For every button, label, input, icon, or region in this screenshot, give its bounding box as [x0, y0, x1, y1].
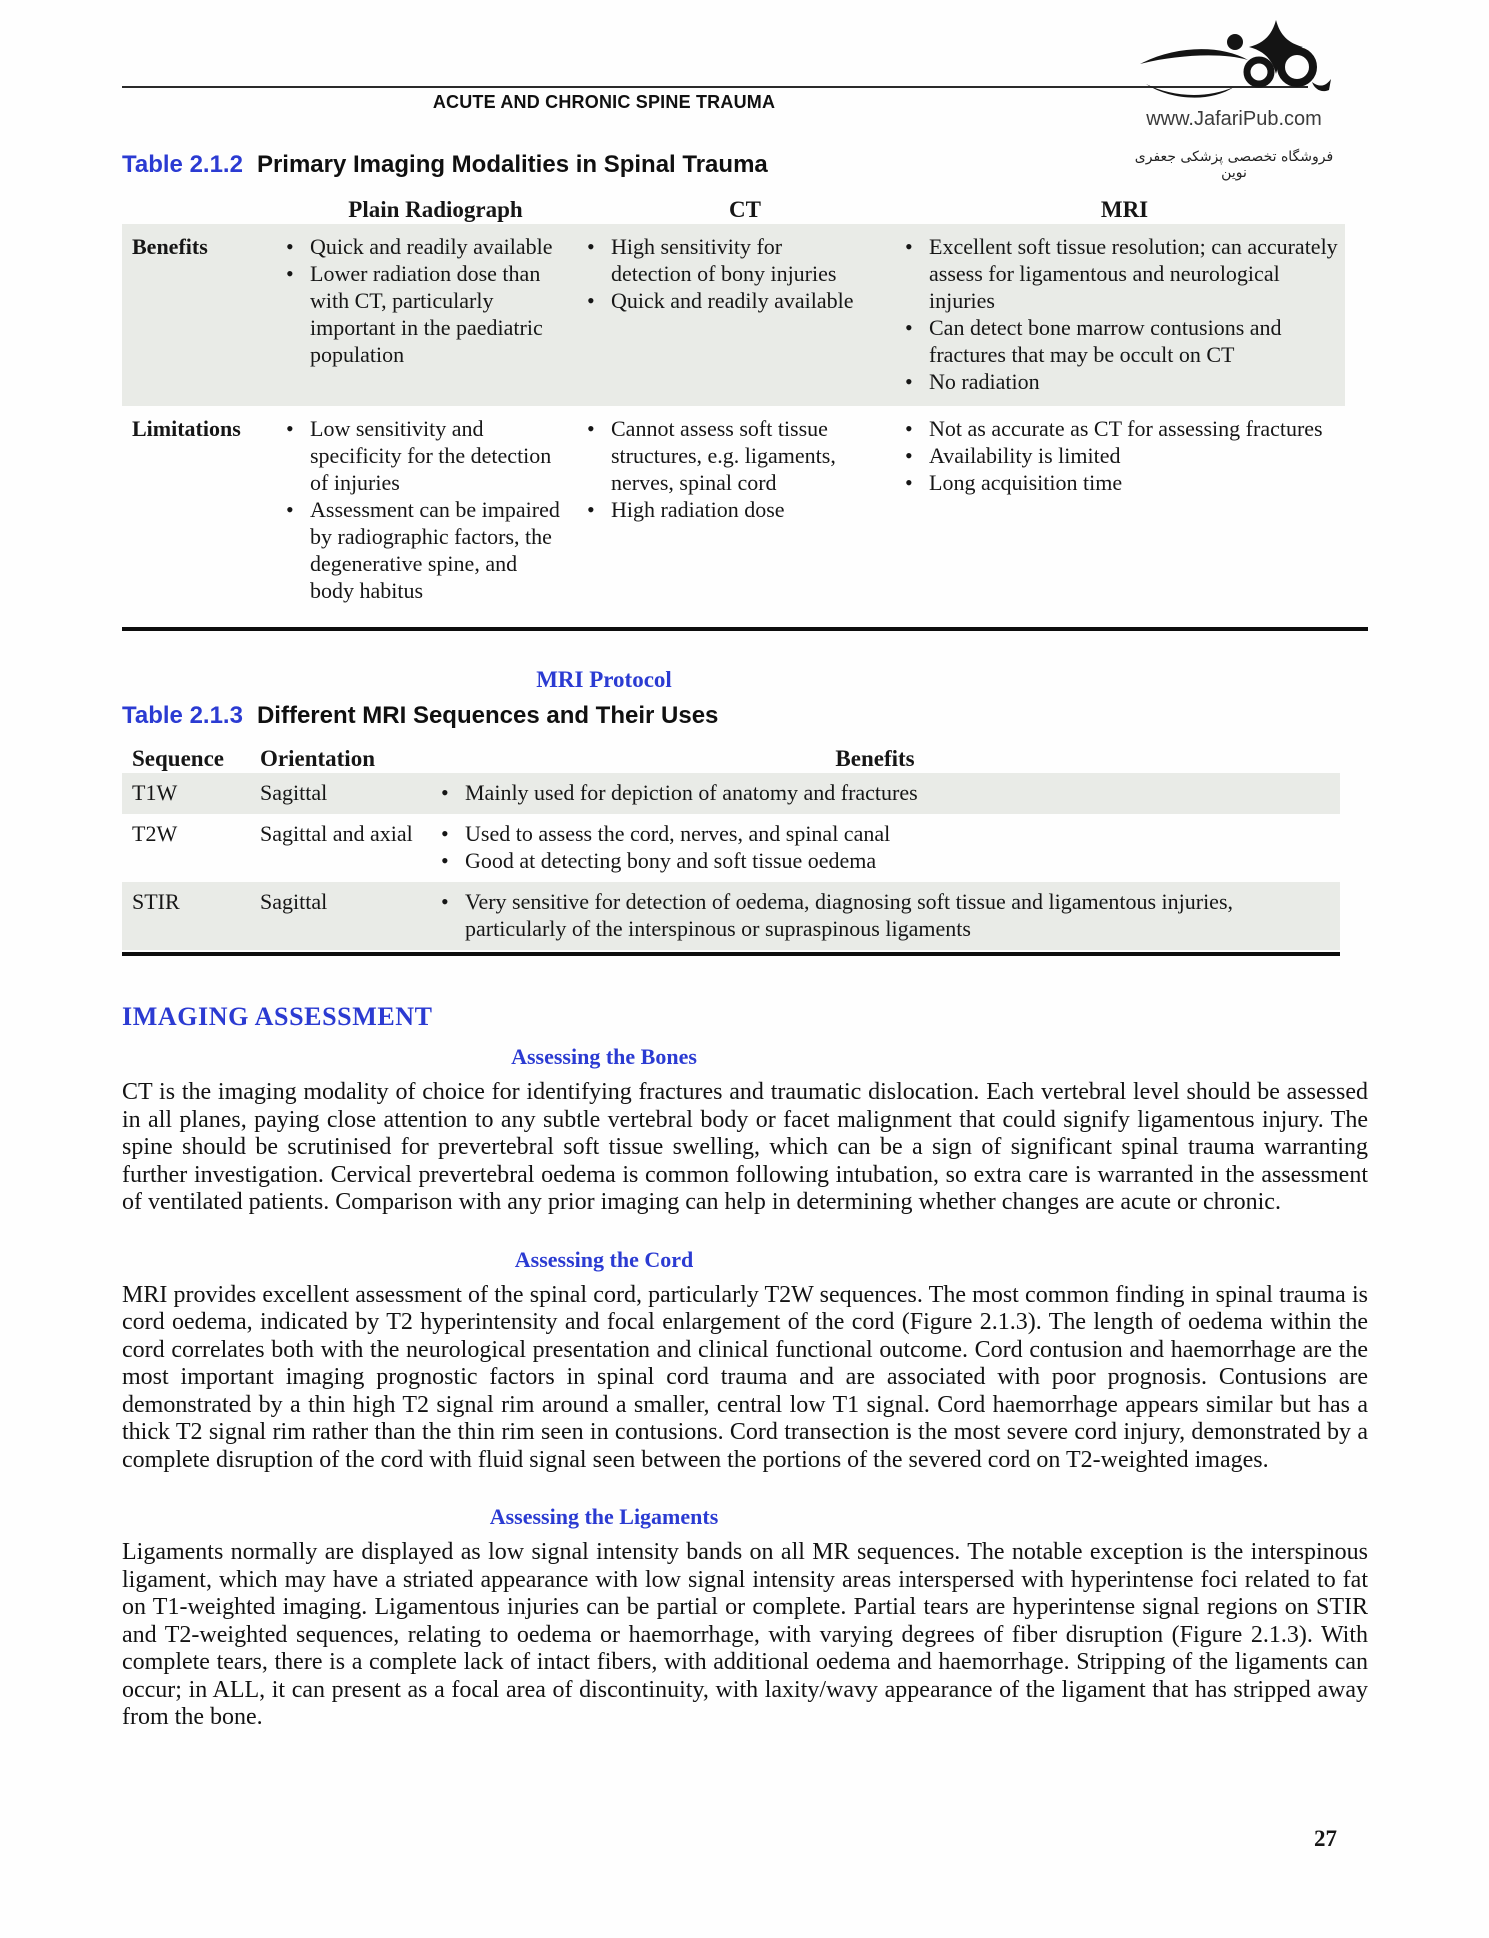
subsection-assessing-the-bones	[122, 1044, 1368, 1217]
bullet-icon: •	[441, 780, 449, 805]
table-2-1-2-bottom-rule	[122, 627, 1368, 631]
bullet-text: Can detect bone marrow contusions and fractures that may be occult on CT	[929, 315, 1282, 367]
page-number: 27	[1314, 1826, 1337, 1851]
bullet-text: Very sensitive for detection of oedema, diagnosing soft tissue and ligamentous injuries, particularly of the interspinous or supraspinous ligaments	[465, 889, 1234, 941]
bullet-text: Quick and readily available	[310, 234, 553, 259]
bullet-item	[440, 847, 1286, 874]
column-header-mri: MRI	[1100, 197, 1149, 222]
bullet-text: Not as accurate as CT for assessing fractures	[929, 416, 1323, 441]
orientation-value: Sagittal	[260, 889, 328, 914]
bullet-text: Mainly used for depiction of anatomy and fractures	[465, 780, 918, 805]
sequence-value: T2W	[132, 821, 178, 846]
table-2-1-2-limitations-row	[122, 406, 1345, 615]
subsection-heading: Assessing the Bones	[511, 1044, 697, 1069]
sequence-value: STIR	[132, 889, 180, 914]
benefits-value	[440, 888, 1340, 942]
bullet-item	[904, 233, 1343, 314]
column-header-plain-radiograph: Plain Radiograph	[348, 197, 523, 222]
subsection-body: Ligaments normally are displayed as low signal intensity bands on all MR sequences. The notable exception is the interspinous ligament, which may have a striated appearance with low signal intensity areas interspersed with hyperintense foci related to fat on T1-weighted imaging. Ligamentous injuries can be partial or complete. Partial tears are hyperintense signal regions on STIR and T2-weighted sequences, relating to oedema or haemorrhage, with varying degrees of fiber disruption (Figure 2.1.3). With complete tears, there is a complete lack of intact fibers, with additional oedema and haemorrhage. Stripping of the ligaments can occur; in ALL, it can present as a focal area of discontinuity, with laxity/wavy appearance of the ligament that has stripped away from the bone.	[122, 1539, 1368, 1730]
table-2-1-2-benefits-row	[122, 224, 1345, 406]
bullet-item	[440, 888, 1286, 942]
bullet-item	[440, 820, 1286, 847]
table-2-1-2	[122, 150, 1368, 631]
table-2-1-2-title: Primary Imaging Modalities in Spinal Trauma	[256, 151, 768, 178]
bullet-icon: •	[905, 369, 913, 394]
bullet-item	[586, 233, 858, 287]
bullet-text: High sensitivity for detection of bony injuries	[611, 234, 837, 286]
table-2-1-3-header-row	[122, 745, 1340, 773]
bullet-item	[285, 260, 560, 368]
bullet-icon: •	[905, 315, 913, 340]
bullet-item	[285, 233, 560, 260]
bullet-icon: •	[441, 889, 449, 914]
bullet-icon: •	[286, 497, 294, 522]
table-2-1-2-number: Table 2.1.2	[122, 151, 243, 178]
column-header-benefits: Benefits	[835, 746, 915, 771]
subsection-body: MRI provides excellent assessment of the spinal cord, particularly T2W sequences. The most common finding in spinal trauma is cord oedema, indicated by T2 hyperintensity and focal enlargement of the cord (Figure 2.1.3). The length of oedema within the cord correlates both with the neurological presentation and clinical functional outcome. Cord contusion and haemorrhage are the most important imaging prognostic factors in spinal cord trauma and are associated with poor prognosis. Contusions are demonstrated by a thin high T2 signal rim around a smaller, central low T1 signal. Cord haemorrhage appears similar but has a thick T2 signal rim rather than the thin rim seen in contusions. Cord transection is the most severe cord injury, demonstrated by a complete disruption of the cord with fluid signal seen between the portions of the severed cord on T2-weighted images.	[122, 1281, 1368, 1473]
subsection-body: CT is the imaging modality of choice for identifying fractures and traumatic dislocation. Each vertebral level should be assessed in all planes, paying close attention to any subtle vertebral body or facet malignment that could signify ligamentous injury. The spine should be scrutinised for prevertebral soft tissue swelling, which can be a sign of significant spinal trauma warranting further investigation. Cervical prevertebral oedema is common following intubation, so extra care is warranted in the assessment of ventilated patients. Comparison with any prior imaging can help in determining whether changes are acute or chronic.	[122, 1079, 1368, 1215]
sequence-value: T1W	[132, 780, 178, 805]
bullet-icon: •	[905, 234, 913, 259]
bullet-icon: •	[286, 261, 294, 286]
bullet-text: Good at detecting bony and soft tissue oedema	[465, 848, 877, 873]
subsection-heading: Assessing the Cord	[514, 1246, 694, 1272]
table-2-1-2-header-row	[122, 196, 1345, 224]
table-2-1-3-caption	[122, 701, 1368, 731]
bullet-icon: •	[286, 234, 294, 259]
bullet-text: Used to assess the cord, nerves, and spinal canal	[465, 821, 891, 846]
table-2-1-3-row-t1w	[122, 773, 1340, 814]
bullet-text: Quick and readily available	[611, 288, 854, 313]
publisher-url: www.JafariPub.com	[1146, 108, 1322, 130]
bullet-item	[586, 287, 858, 314]
benefits-value	[440, 779, 1340, 806]
table-2-1-3-row-stir	[122, 882, 1340, 950]
bullet-icon: •	[441, 848, 449, 873]
bullet-icon: •	[905, 443, 913, 468]
row-label-benefits: Benefits	[132, 234, 208, 259]
bullet-icon: •	[441, 821, 449, 846]
bullet-text: No radiation	[929, 369, 1040, 394]
mri-protocol-heading: MRI Protocol	[536, 667, 672, 692]
bullet-text: High radiation dose	[611, 497, 785, 522]
bullet-text: Low sensitivity and specificity for the detection of injuries	[310, 416, 552, 495]
bullet-text: Cannot assess soft tissue structures, e.g. ligaments, nerves, spinal cord	[611, 416, 836, 495]
bullet-icon: •	[905, 470, 913, 495]
column-header-orientation: Orientation	[260, 746, 375, 771]
column-header-ct: CT	[729, 197, 761, 222]
benefits-value	[440, 820, 1340, 874]
table-2-1-3-row-t2w	[122, 814, 1340, 882]
publisher-tagline: فروشگاه تخصصی پزشکی جعفری نوین	[1134, 149, 1334, 181]
bullet-item	[440, 779, 1286, 806]
bullet-icon: •	[587, 234, 595, 259]
bullet-icon: •	[286, 416, 294, 441]
table-2-1-3-bottom-rule	[122, 952, 1340, 956]
bullet-icon: •	[587, 288, 595, 313]
benefits-ct-cell	[586, 233, 904, 395]
row-label-limitations: Limitations	[132, 416, 241, 441]
limitations-ct-cell	[586, 415, 904, 604]
bullet-item	[904, 469, 1343, 496]
running-head: ACUTE AND CHRONIC SPINE TRAUMA	[432, 92, 776, 112]
table-2-1-3-number: Table 2.1.3	[122, 702, 243, 729]
bullet-item	[904, 368, 1343, 395]
page-content	[122, 150, 1368, 1756]
benefits-plain-radiograph-cell	[285, 233, 586, 395]
limitations-plain-radiograph-cell	[285, 415, 586, 604]
subsection-assessing-the-ligaments	[122, 1504, 1368, 1732]
bullet-item	[904, 442, 1343, 469]
subsection-heading: Assessing the Ligaments	[489, 1504, 719, 1529]
benefits-mri-cell	[904, 233, 1345, 395]
section-heading-imaging-assessment: IMAGING ASSESSMENT	[122, 1002, 433, 1031]
bullet-item	[586, 415, 858, 496]
subsection-assessing-the-cord	[122, 1247, 1368, 1475]
bullet-item	[904, 314, 1343, 368]
bullet-text: Lower radiation dose than with CT, particularly important in the paediatric population	[310, 261, 543, 367]
bullet-text: Availability is limited	[929, 443, 1121, 468]
table-2-1-3	[122, 701, 1368, 956]
table-2-1-3-title: Different MRI Sequences and Their Uses	[256, 702, 719, 729]
bullet-item	[586, 496, 858, 523]
table-2-1-2-caption	[122, 150, 1368, 180]
bullet-text: Assessment can be impaired by radiographic factors, the degenerative spine, and body habitus	[310, 497, 560, 603]
bullet-text: Excellent soft tissue resolution; can accurately assess for ligamentous and neurological injuries	[929, 234, 1338, 313]
bullet-item	[285, 496, 560, 604]
orientation-value: Sagittal and axial	[260, 821, 413, 846]
bullet-icon: •	[587, 416, 595, 441]
bullet-text: Long acquisition time	[929, 470, 1123, 495]
column-header-sequence: Sequence	[132, 746, 224, 771]
bullet-icon: •	[905, 416, 913, 441]
bullet-item	[904, 415, 1343, 442]
orientation-value: Sagittal	[260, 780, 328, 805]
jafaripub-calligraphy-logo-icon	[1128, 20, 1340, 106]
bullet-icon: •	[587, 497, 595, 522]
bullet-item	[285, 415, 560, 496]
limitations-mri-cell	[904, 415, 1345, 604]
